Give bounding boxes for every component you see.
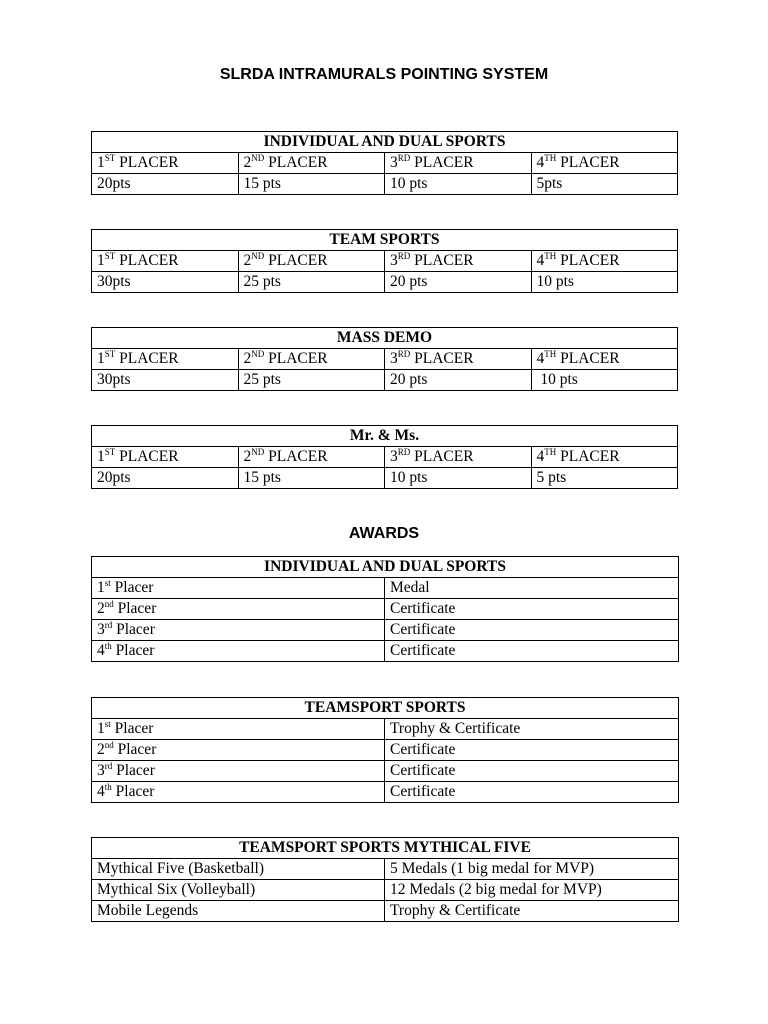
award-cell: 12 Medals (2 big medal for MVP) — [385, 880, 679, 901]
placer-cell: 3RD PLACER — [385, 153, 532, 174]
placer-row — [92, 447, 678, 468]
award-cell: Certificate — [385, 761, 679, 782]
points-cell: 20 pts — [385, 272, 532, 293]
table-heading: INDIVIDUAL AND DUAL SPORTS — [92, 132, 678, 153]
placer-row — [92, 153, 678, 174]
table-heading: TEAM SPORTS — [92, 230, 678, 251]
placer-cell: 1ST PLACER — [92, 251, 239, 272]
points-table-team-sports — [91, 229, 678, 293]
points-row — [92, 468, 678, 489]
points-cell: 30pts — [92, 370, 239, 391]
placer-cell: 1st Placer — [92, 719, 385, 740]
points-cell: 20pts — [92, 468, 239, 489]
placer-cell: 3rd Placer — [92, 761, 385, 782]
points-cell: 20 pts — [385, 370, 532, 391]
table-row — [92, 880, 679, 901]
table-row — [92, 641, 679, 662]
page-title: SLRDA INTRAMURALS POINTING SYSTEM — [219, 66, 549, 83]
placer-cell: 4th Placer — [92, 641, 385, 662]
placer-cell: 4TH PLACER — [531, 447, 678, 468]
table-row — [92, 901, 679, 922]
points-cell: 30pts — [92, 272, 239, 293]
placer-cell: 2ND PLACER — [238, 349, 385, 370]
award-cell: Certificate — [385, 782, 679, 803]
table-row — [92, 599, 679, 620]
awards-table-mythical-five — [91, 837, 679, 922]
points-cell: 10 pts — [531, 272, 678, 293]
table-heading: TEAMSPORT SPORTS MYTHICAL FIVE — [92, 838, 679, 859]
points-row — [92, 174, 678, 195]
placer-cell: 2nd Placer — [92, 740, 385, 761]
table-row — [92, 719, 679, 740]
category-cell: Mobile Legends — [92, 901, 385, 922]
points-table-mass-demo — [91, 327, 678, 391]
award-cell: 5 Medals (1 big medal for MVP) — [385, 859, 679, 880]
points-row — [92, 272, 678, 293]
placer-cell: 4TH PLACER — [531, 349, 678, 370]
placer-cell: 4TH PLACER — [531, 153, 678, 174]
award-cell: Certificate — [385, 641, 679, 662]
placer-cell: 2ND PLACER — [238, 447, 385, 468]
table-heading: TEAMSPORT SPORTS — [92, 698, 679, 719]
points-cell: 15 pts — [238, 174, 385, 195]
table-row — [92, 578, 679, 599]
points-cell: 20pts — [92, 174, 239, 195]
placer-cell: 1st Placer — [92, 578, 385, 599]
points-cell: 15 pts — [238, 468, 385, 489]
awards-table-teamsport — [91, 697, 679, 803]
table-row — [92, 859, 679, 880]
table-heading: MASS DEMO — [92, 328, 678, 349]
award-cell: Certificate — [385, 599, 679, 620]
table-heading: INDIVIDUAL AND DUAL SPORTS — [92, 557, 679, 578]
points-cell: 5pts — [531, 174, 678, 195]
points-row — [92, 370, 678, 391]
points-cell: 25 pts — [238, 370, 385, 391]
placer-cell: 1ST PLACER — [92, 349, 239, 370]
category-cell: Mythical Five (Basketball) — [92, 859, 385, 880]
award-cell: Medal — [385, 578, 679, 599]
placer-cell: 3RD PLACER — [385, 251, 532, 272]
award-cell: Trophy & Certificate — [385, 719, 679, 740]
table-row — [92, 782, 679, 803]
awards-heading: AWARDS — [348, 525, 420, 542]
placer-cell: 3RD PLACER — [385, 349, 532, 370]
placer-cell: 2ND PLACER — [238, 251, 385, 272]
placer-cell: 3rd Placer — [92, 620, 385, 641]
award-cell: Trophy & Certificate — [385, 901, 679, 922]
points-cell: 10 pts — [385, 174, 532, 195]
category-cell: Mythical Six (Volleyball) — [92, 880, 385, 901]
points-cell: 5 pts — [531, 468, 678, 489]
placer-cell: 4TH PLACER — [531, 251, 678, 272]
awards-table-individual-dual — [91, 556, 679, 662]
table-heading: Mr. & Ms. — [92, 426, 678, 447]
points-cell: 25 pts — [238, 272, 385, 293]
placer-cell: 1ST PLACER — [92, 153, 239, 174]
points-table-mr-ms — [91, 425, 678, 489]
placer-cell: 3RD PLACER — [385, 447, 532, 468]
award-cell: Certificate — [385, 740, 679, 761]
placer-cell: 2ND PLACER — [238, 153, 385, 174]
table-row — [92, 740, 679, 761]
points-cell: 10 pts — [385, 468, 532, 489]
table-row — [92, 761, 679, 782]
placer-row — [92, 251, 678, 272]
table-row — [92, 620, 679, 641]
placer-cell: 4th Placer — [92, 782, 385, 803]
placer-cell: 2nd Placer — [92, 599, 385, 620]
points-cell: 10 pts — [531, 370, 678, 391]
points-table-individual-dual — [91, 131, 678, 195]
placer-row — [92, 349, 678, 370]
placer-cell: 1ST PLACER — [92, 447, 239, 468]
award-cell: Certificate — [385, 620, 679, 641]
